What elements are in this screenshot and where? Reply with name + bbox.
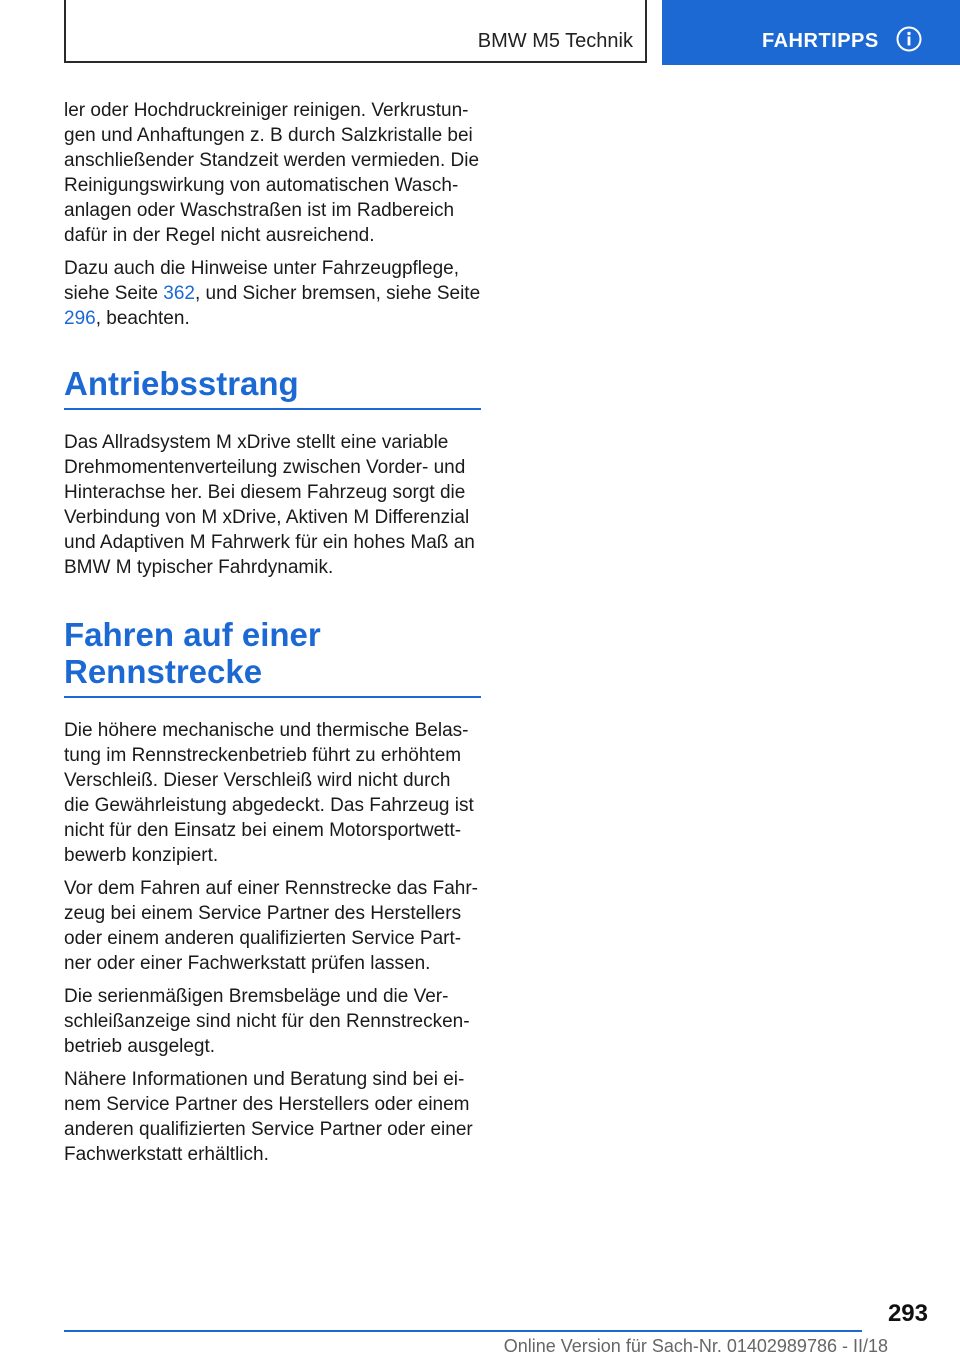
heading-rennstrecke: Fahren auf einer Rennstrecke xyxy=(64,616,481,698)
intro-paragraph: ler oder Hochdruckreiniger reinigen. Verkrustungen und Anhaftungen z. B durch Salzkristalle bei anschließender Standzeit werden vermieden. Die Reinigungswirkung von automatischen Waschanlagen oder Waschstraßen ist im Radbereich dafür in der Regel nicht ausreichend. xyxy=(64,100,480,246)
reference-paragraph xyxy=(64,256,481,331)
antriebsstrang-paragraph: Das Allradsystem M xDrive stellt eine variable Drehmomentenverteilung zwischen Vorder- und Hinterachse her. Bei diesem Fahrzeug sorgt die Verbindung von M xDrive, Aktiven M Differenzial und Adaptiven M Fahrwerk für ein hohes Maß an BMW M typischer Fahrdynamik. xyxy=(64,432,475,578)
ref-text-2: , und Sicher bremsen, siehe Seite xyxy=(195,283,481,304)
rennstrecke-paragraph-3: Die serienmäßigen Bremsbeläge und die Verschleißanzeige sind nicht für den Rennstreckenbetrieb ausgelegt. xyxy=(64,986,470,1057)
page-link-362[interactable]: 362 xyxy=(163,283,195,304)
rennstrecke-paragraph-1: Die höhere mechanische und thermische Belastung im Rennstreckenbetrieb führt zu erhöhtem Verschleiß. Dieser Verschleiß wird nicht durch die Gewährleistung abgedeckt. Das Fahrzeug ist nicht für den Einsatz bei einem Motorsportwettbewerb konzipiert. xyxy=(64,720,474,866)
section-label: FAHRTIPPS xyxy=(762,30,879,52)
page-link-296[interactable]: 296 xyxy=(64,308,96,329)
ref-text-3: , beachten. xyxy=(95,308,190,329)
footer-text: Online Version für Sach-Nr. 01402989786 - II/18 xyxy=(503,1336,888,1356)
main-content xyxy=(64,98,481,1175)
page-number: 293 xyxy=(887,1300,928,1327)
info-icon[interactable] xyxy=(896,26,922,52)
heading-antriebsstrang: Antriebsstrang xyxy=(64,365,481,410)
document-title: BMW M5 Technik xyxy=(477,30,633,52)
header-title-box xyxy=(64,0,647,63)
footer-divider xyxy=(64,1330,862,1332)
ref-text-1: Dazu auch die Hinweise unter Fahrzeugpflege, siehe Seite xyxy=(64,258,460,304)
rennstrecke-paragraph-4: Nähere Informationen und Beratung sind bei einem Service Partner des Herstellers oder einem anderen qualifizierten Service Partner oder einer Fachwerkstatt erhältlich. xyxy=(64,1069,473,1165)
rennstrecke-paragraph-2: Vor dem Fahren auf einer Rennstrecke das Fahrzeug bei einem Service Partner des Herstellers oder einem anderen qualifizierten Service Partner oder einer Fachwerkstatt prüfen lassen. xyxy=(64,878,478,974)
section-tab[interactable] xyxy=(662,0,960,65)
